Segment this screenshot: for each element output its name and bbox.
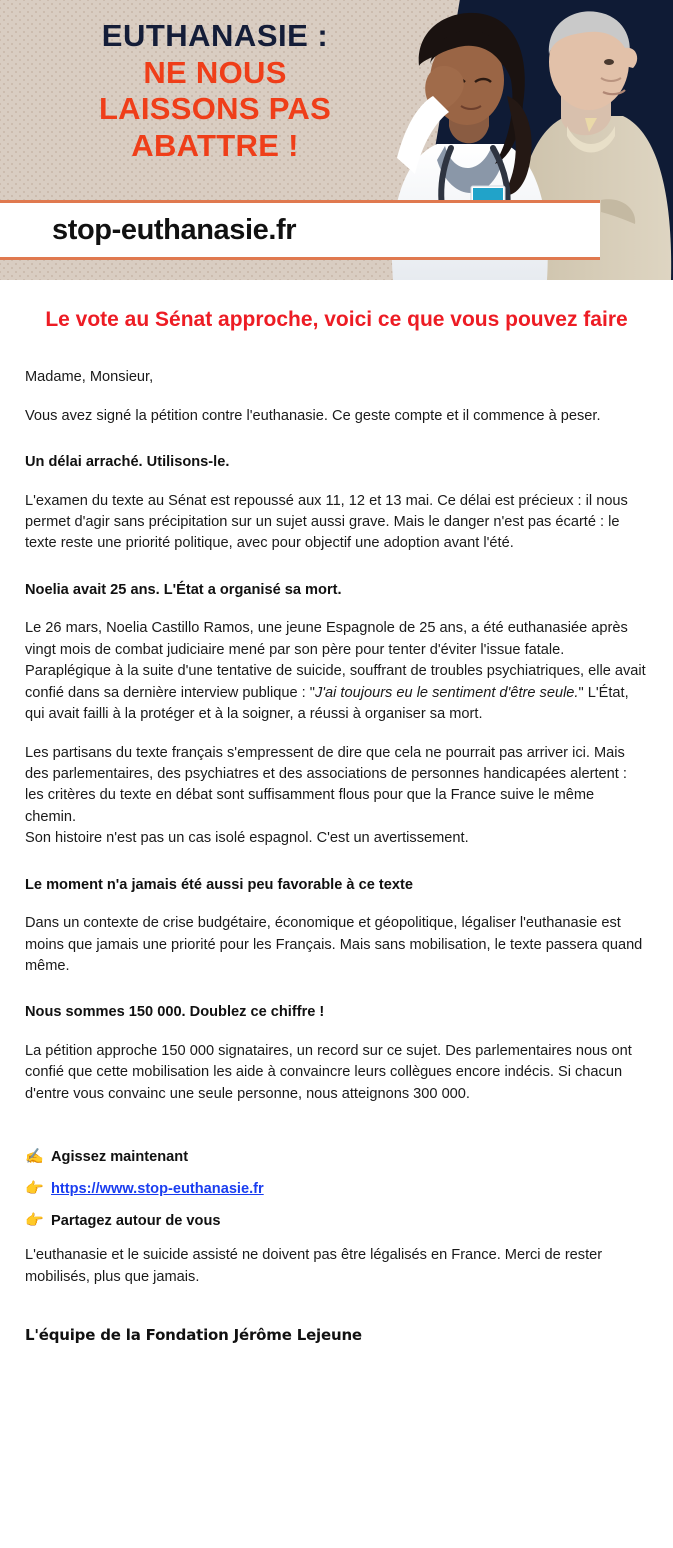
noelia-quote: J'ai toujours eu le sentiment d'être seule. [314,684,579,701]
closing-paragraph: L'euthanasie et le suicide assisté ne doivent pas être légalisés en France. Merci de rester mobilisés, plus que jamais. [25,1247,603,1285]
section-body-signatures: La pétition approche 150 000 signataires, un record sur ce sujet. Des parlementaires nous ont confié que cette mobilisation les aide à convaincre leurs collègues encore indécis. Si chacun d'entre vous convainc une seule personne, nous atteignons 300 000. [25,1042,632,1102]
petition-link[interactable]: https://www.stop-euthanasie.fr [51,1181,264,1198]
section-heading-noelia: Noelia avait 25 ans. L'État a organisé sa mort. [25,581,342,598]
signature: L'équipe de la Fondation Jérôme Lejeune [25,1326,362,1345]
banner-domain-band [0,200,600,260]
call-to-action-block [25,1149,648,1229]
banner-headline-red-2: LAISSONS PAS [98,91,332,127]
section-body-moment: Dans un contexte de crise budgétaire, économique et géopolitique, légaliser l'euthanasie est moins que jamais une priorité pour les Français. Mais sans mobilisation, le texte passera quand même. [25,915,643,974]
cta-row-act [25,1149,648,1165]
cta-act-label: Agissez maintenant [51,1149,189,1166]
section-heading-moment: Le moment n'a jamais été aussi peu favorable à ce texte [25,876,413,893]
banner-domain-text: stop-euthanasie.fr [52,213,297,246]
banner-headline-red-1: NE NOUS [143,54,287,90]
banner-headline-dark: EUTHANASIE : [101,18,329,53]
campaign-banner [0,0,673,280]
section-heading-signatures: Nous sommes 150 000. Doublez ce chiffre ! [25,1004,325,1021]
article-body [0,306,673,1344]
intro-paragraph: Vous avez signé la pétition contre l'euthanasie. Ce geste compte et il commence à peser. [25,407,601,424]
pointing-right-hand-icon-share: 👉 [25,1212,44,1230]
section-body-noelia [25,618,648,725]
noelia-text-after-quote: " L'État, qui avait failli à la protéger et à la soigner, a réussi à organiser sa mort. [25,684,629,723]
writing-hand-icon: ✍️ [25,1148,44,1166]
salutation: Madame, Monsieur, [25,369,154,386]
cta-share-label: Partagez autour de vous [51,1213,221,1230]
page-title: Le vote au Sénat approche, voici ce que vous pouvez faire [45,308,628,331]
cta-row-share [25,1213,648,1229]
section-heading-delai: Un délai arraché. Utilisons-le. [25,454,230,471]
section-body-delai: L'examen du texte au Sénat est repoussé aux 11, 12 et 13 mai. Ce délai est précieux : il nous permet d'agir sans précipitation sur un sujet aussi grave. Mais le danger n'est pas écarté : le texte reste une priorité politique, avec pour objectif une adoption avant l'été. [25,492,628,552]
noelia-text-before-quote: Le 26 mars, Noelia Castillo Ramos, une jeune Espagnole de 25 ans, a été euthanasiée après vingt mois de combat judiciaire mené par son père pour tenter d'éviter l'issue fatale. Paraplégique à la suite d'une tentative de suicide, souffrant de troubles psychiatriques, elle avait confié dans sa dernière interview publique : " [25,620,646,701]
pointing-right-hand-icon: 👉 [25,1180,44,1198]
banner-headline [0,18,430,164]
banner-headline-red-3: ABATTRE ! [131,127,299,163]
cta-row-link[interactable] [25,1181,648,1197]
section-body-avertissement: Son histoire n'est pas un cas isolé espagnol. C'est un avertissement. [25,830,469,847]
section-body-partisans: Les partisans du texte français s'empressent de dire que cela ne pourrait pas arriver ici. Mais des parlementaires, des psychiatres et des associations de personnes handicapées alertent : les critères du texte en débat sont suffisamment flous pour que la France suive le même chemin. [25,744,627,825]
